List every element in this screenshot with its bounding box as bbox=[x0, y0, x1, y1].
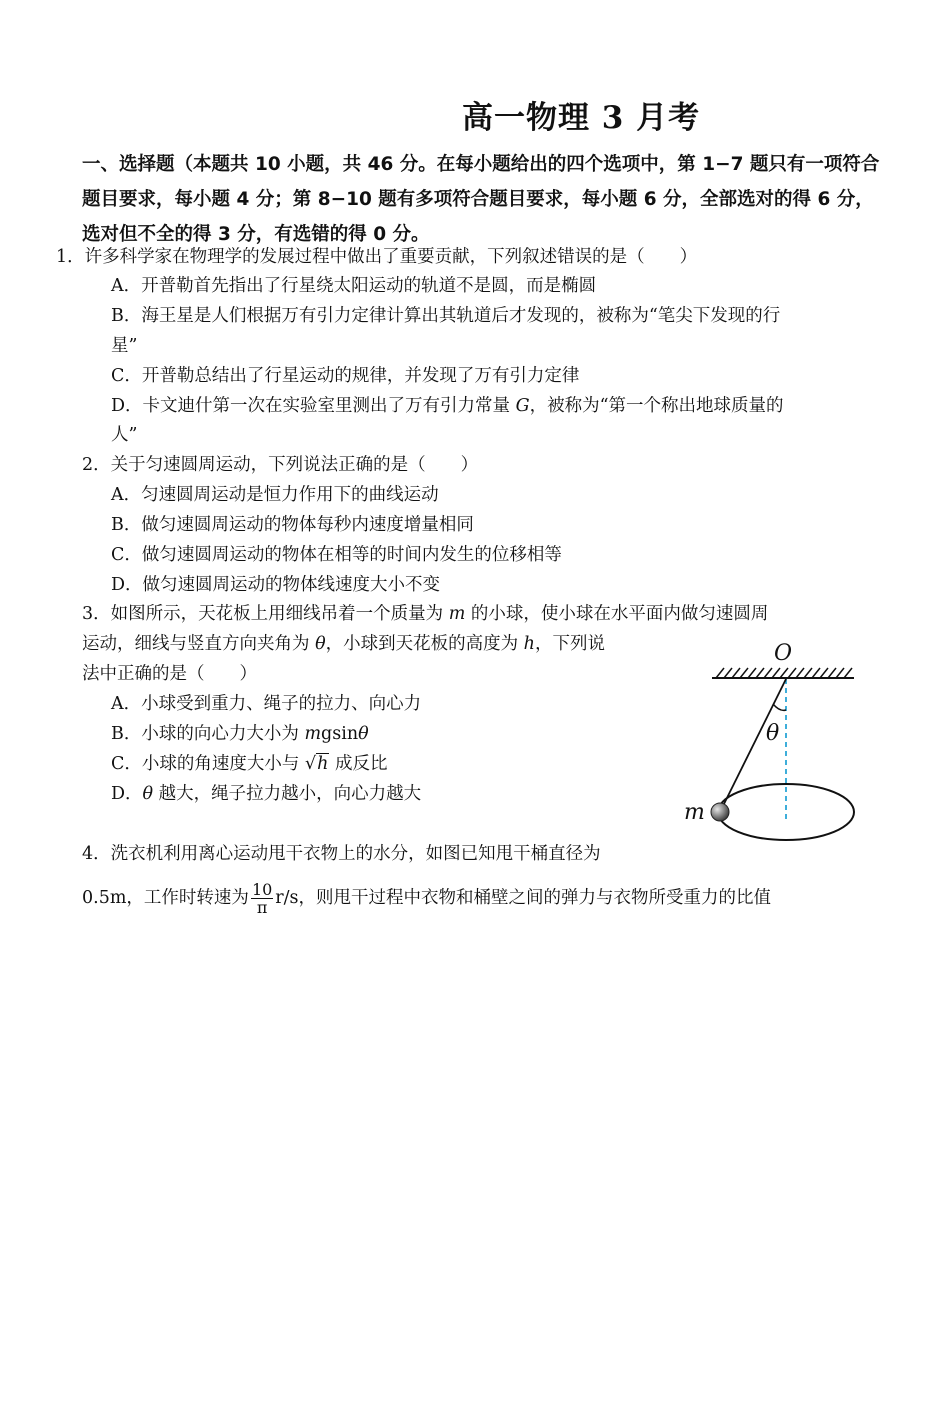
ceiling-hatching bbox=[716, 668, 852, 678]
question-3-stem-text: 运动，细线与竖直方向夹角为 bbox=[82, 634, 316, 654]
angle-symbol: θ bbox=[358, 724, 369, 744]
question-3-stem-line-3: 法中正确的是（ ） bbox=[82, 664, 257, 684]
question-3-stem-text-end: 的小球，使小球在水平面内做匀速圆周 bbox=[465, 604, 769, 624]
question-3-option-d-label: D． bbox=[111, 784, 143, 804]
question-3-option-d-text: 越大，绳子拉力越小，向心力越大 bbox=[153, 784, 422, 804]
question-4-stem-line-2 bbox=[82, 878, 771, 918]
question-1-option-b: B．海王星是人们根据万有引力定律计算出其轨道后才发现的，被称为“笔尖下发现的行 bbox=[111, 306, 781, 326]
question-1-option-a: A．开普勒首先指出了行星绕太阳运动的轨道不是圆，而是椭圆 bbox=[111, 276, 597, 296]
question-3-option-d bbox=[111, 779, 421, 809]
mass-label: m bbox=[684, 800, 705, 825]
theta-label: θ bbox=[766, 721, 780, 746]
question-1-option-d-continued: 人” bbox=[111, 425, 138, 445]
question-3-stem-text-mid: ，小球到天花板的高度为 bbox=[325, 634, 524, 654]
question-4-stem-line-1: 4．洗衣机利用离心运动甩干衣物上的水分，如图已知甩干桶直径为 bbox=[82, 844, 601, 864]
question-1-stem: 1．许多科学家在物理学的发展过程中做出了重要贡献，下列叙述错误的是（ ） bbox=[56, 247, 698, 267]
question-4-stem-text-end: r/s，则甩干过程中衣物和桶壁之间的弹力与衣物所受重力的比值 bbox=[275, 888, 772, 908]
mass-symbol: m bbox=[448, 604, 466, 624]
question-2-option-a: A．匀速圆周运动是恒力作用下的曲线运动 bbox=[111, 485, 439, 505]
fraction-denominator: π bbox=[256, 898, 268, 917]
circular-orbit bbox=[718, 784, 854, 840]
angle-symbol: θ bbox=[315, 634, 326, 654]
question-3-option-c-text: C．小球的角速度大小与 bbox=[111, 754, 305, 774]
question-2-option-c: C．做匀速圆周运动的物体在相等的时间内发生的位移相等 bbox=[111, 545, 562, 565]
question-3-option-c-text-end: 成反比 bbox=[329, 754, 388, 774]
question-1-option-d bbox=[111, 391, 784, 421]
question-1-option-d-text: D．卡文迪什第一次在实验室里测出了万有引力常量 bbox=[111, 396, 516, 416]
question-3-stem-line-1 bbox=[82, 599, 768, 629]
question-1-option-d-text-end: ，被称为“第一个称出地球质量的 bbox=[529, 396, 784, 416]
angle-symbol: θ bbox=[142, 784, 154, 804]
radical-sign: √ bbox=[304, 754, 317, 774]
question-3-stem-text-end: ，下列说 bbox=[534, 634, 605, 654]
pivot-label: O bbox=[774, 641, 793, 666]
gravitational-constant-symbol: G bbox=[515, 396, 530, 416]
question-1-option-c: C．开普勒总结出了行星运动的规律，并发现了万有引力定律 bbox=[111, 366, 580, 386]
square-root-expression bbox=[305, 749, 329, 779]
fraction-numerator: 10 bbox=[251, 880, 273, 899]
question-2-option-d: D．做匀速圆周运动的物体线速度大小不变 bbox=[111, 575, 441, 595]
question-3-stem-text: 3．如图所示，天花板上用细线吊着一个质量为 bbox=[82, 604, 449, 624]
conical-pendulum-figure bbox=[678, 628, 868, 852]
section-heading: 一、选择题（本题共 10 小题，共 46 分。在每小题给出的四个选项中，第 1−7 题只有一项符合题目要求，每小题 4 分；第 8−10 题有多项符合题目要求，每小题 6 分，全部选对的得 6 分，选对但不全的得 3 分，有选错的得 0 分。 bbox=[82, 154, 880, 245]
height-symbol: h bbox=[523, 634, 535, 654]
question-4-stem-text: 0.5m，工作时转速为 bbox=[82, 888, 249, 908]
question-3-option-b-text: B．小球的向心力大小为 bbox=[111, 724, 305, 744]
question-2-option-b: B．做匀速圆周运动的物体每秒内速度增量相同 bbox=[111, 515, 474, 535]
question-2-stem: 2．关于匀速圆周运动，下列说法正确的是（ ） bbox=[82, 455, 479, 475]
gsin-text: gsin bbox=[321, 724, 359, 744]
page-title: 高一物理 3 月考 bbox=[462, 100, 701, 136]
question-3-stem-line-2 bbox=[82, 629, 605, 659]
radicand: h bbox=[317, 754, 329, 774]
mass-symbol: m bbox=[304, 724, 322, 744]
question-1-option-b-continued: 星” bbox=[111, 336, 138, 356]
conical-pendulum-diagram bbox=[678, 628, 868, 848]
question-3-option-a: A．小球受到重力、绳子的拉力、向心力 bbox=[111, 694, 422, 714]
question-3-option-b bbox=[111, 719, 369, 749]
rotation-speed-fraction bbox=[251, 881, 273, 916]
question-3-option-c bbox=[111, 749, 387, 779]
angle-arc bbox=[773, 704, 786, 710]
ball bbox=[711, 803, 729, 821]
